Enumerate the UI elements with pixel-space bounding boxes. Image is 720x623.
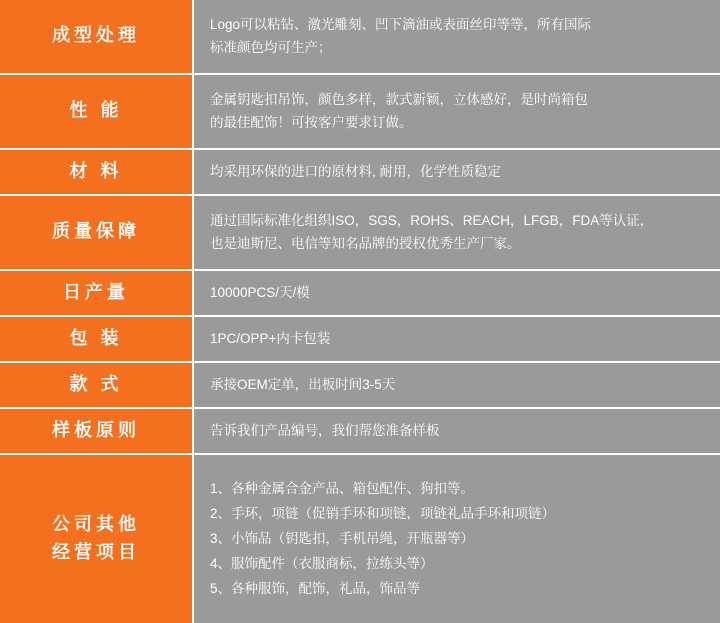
table-row (0, 454, 720, 623)
spec-label-text: 样板原则 (52, 420, 140, 441)
value-line: Logo可以粘钻、激光雕刻、凹下滴油或表面丝印等等，所有国际 (210, 16, 592, 32)
table-row (0, 195, 720, 270)
value-line: 均采用环保的进口的原材料, 耐用，化学性质稳定 (210, 164, 502, 179)
spec-label-text: 日产量 (63, 281, 129, 302)
spec-label-style (0, 362, 193, 408)
value-line: 金属钥匙扣吊饰，颜色多样，款式新颖，立体感好，是时尚箱包 (210, 91, 588, 107)
spec-label-molding (0, 0, 193, 74)
spec-label-daily-output (0, 270, 193, 316)
spec-value-packaging (193, 316, 720, 362)
table-row (0, 408, 720, 454)
spec-label-text: 成型处理 (52, 25, 140, 46)
spec-label-text: 经营项目 (52, 542, 140, 563)
spec-label-text: 性 能 (69, 100, 123, 121)
list-item: 5、各种服饰，配饰，礼品，饰品等 (210, 580, 421, 596)
table-row (0, 316, 720, 362)
spec-label-text: 公司其他 (52, 514, 140, 535)
value-line: 承接OEM定单，出板时间3-5天 (210, 377, 396, 393)
spec-label-text: 包 装 (69, 327, 123, 348)
value-line: 也是迪斯尼、电信等知名品牌的授权优秀生产厂家。 (210, 236, 521, 252)
spec-value-style (193, 362, 720, 408)
value-line: 的最佳配饰！可按客户要求订做。 (210, 115, 413, 131)
list-item: 2、手环，项链（促销手环和项链，项链礼品手环和项链） (210, 505, 556, 521)
value-line: 1PC/OPP+内卡包装 (210, 331, 331, 347)
value-line: 标准颜色均可生产； (210, 40, 332, 56)
spec-value-performance (193, 74, 720, 149)
table-row (0, 0, 720, 74)
list-item: 4、服饰配件（衣服商标，拉练头等） (210, 555, 434, 571)
spec-value-sample-policy (193, 408, 720, 454)
spec-label-packaging (0, 316, 193, 362)
spec-label-sample-policy (0, 408, 193, 454)
spec-value-molding (193, 0, 720, 74)
value-line: 通过国际标准化组织ISO，SGS，ROHS、REACH，LFGB，FDA等认证， (210, 212, 654, 228)
spec-value-daily-output (193, 270, 720, 316)
table-row (0, 362, 720, 408)
spec-label-text: 材 料 (69, 160, 123, 181)
spec-label-text: 款 式 (69, 374, 123, 395)
table-row (0, 270, 720, 316)
list-item: 1、各种金属合金产品、箱包配件、狗扣等。 (210, 480, 475, 496)
table-row (0, 149, 720, 195)
spec-label-performance (0, 74, 193, 149)
list-item: 3、小饰品（钥匙扣，手机吊绳，开瓶器等） (210, 530, 475, 546)
spec-label-material (0, 149, 193, 195)
table-row (0, 74, 720, 149)
spec-label-text: 质量保障 (52, 221, 140, 242)
spec-value-quality (193, 195, 720, 270)
spec-value-material (193, 149, 720, 195)
value-line: 告诉我们产品编号，我们帮您准备样板 (210, 423, 440, 439)
value-line: 10000PCS/天/模 (210, 285, 310, 301)
spec-label-quality (0, 195, 193, 270)
spec-value-other-business (193, 454, 720, 623)
spec-label-other-business (0, 454, 193, 623)
